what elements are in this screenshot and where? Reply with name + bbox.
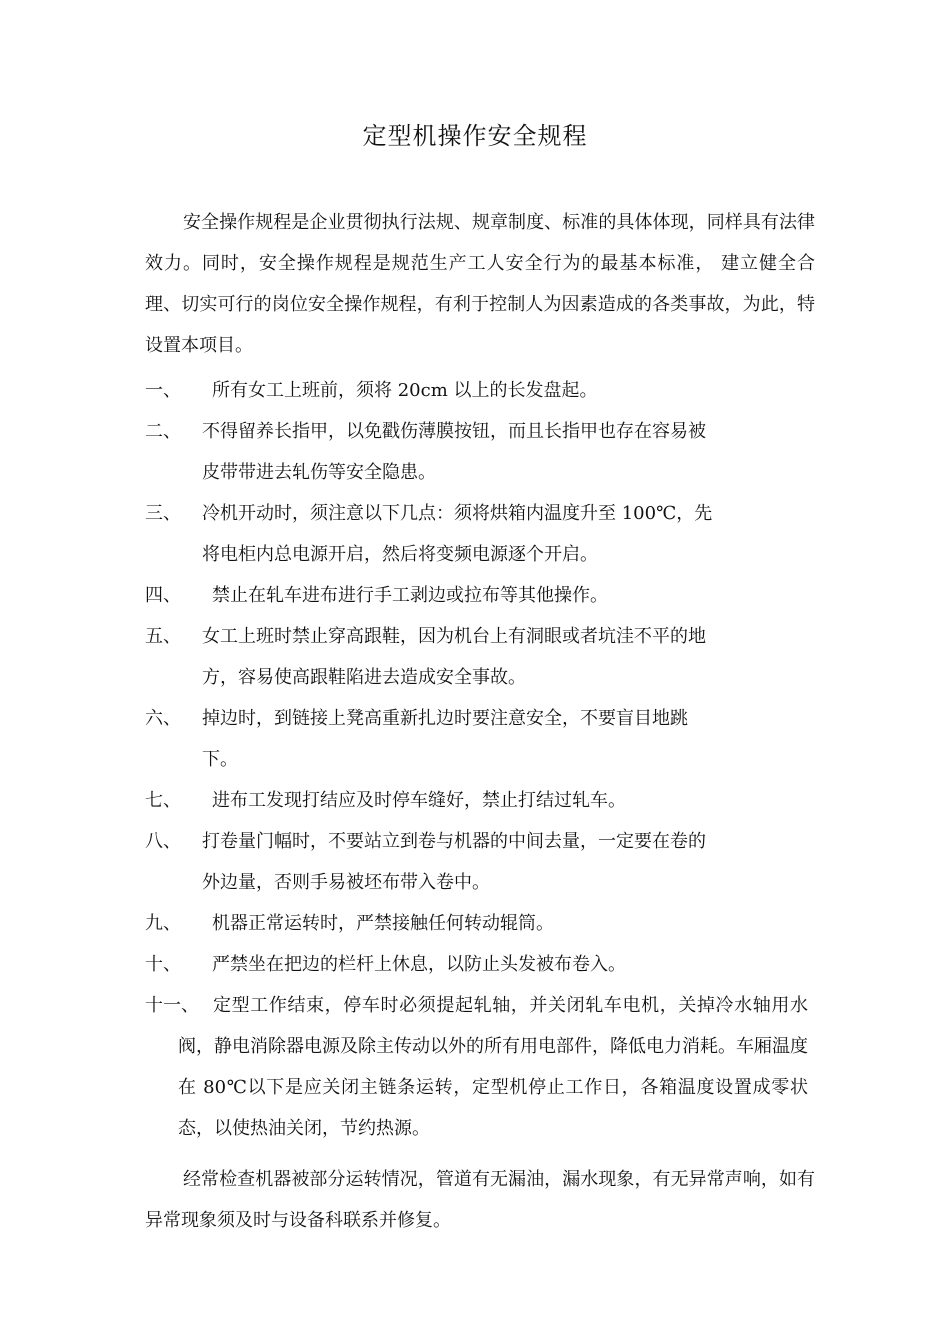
- rule-text: 不得留养长指甲，以免戳伤薄膜按钮，而且长指甲也存在容易被皮带带进去轧伤等安全隐患。: [202, 421, 706, 483]
- document-title: 定型机操作安全规程: [362, 122, 588, 150]
- rule-number: 七、: [145, 790, 181, 811]
- rule-text: 女工上班时禁止穿高跟鞋，因为机台上有洞眼或者坑洼不平的地方，容易使高跟鞋陷进去造成安全事故。: [202, 626, 706, 688]
- rule-text: 进布工发现打结应及时停车缝好，禁止打结过轧车。: [212, 790, 626, 811]
- rule-number: 三、: [145, 503, 181, 524]
- rule-text: 冷机开动时，须注意以下几点：须将烘箱内温度升至 100℃，先将电柜内总电源开启，然后将变频电源逐个开启。: [202, 503, 713, 565]
- rule-text: 打卷量门幅时，不要站立到卷与机器的中间去量，一定要在卷的外边量，否则手易被坯布带入卷中。: [202, 831, 706, 893]
- rule-text: 定型工作结束，停车时必须提起轧轴，并关闭轧车电机，关掉冷水轴用水阀，静电消除器电源及除主传动以外的所有用电部件，降低电力消耗。车厢温度在 80℃以下是应关闭主链条运转，定型机停止工作日，各箱温度设置成零状态，以使热油关闭，节约热源。: [178, 995, 808, 1139]
- rule-number: 一、: [145, 380, 181, 401]
- rule-number: 十一、: [145, 995, 199, 1016]
- rule-text: 所有女工上班前，须将 20cm 以上的长发盘起。: [212, 380, 598, 401]
- rule-number: 四、: [145, 585, 181, 606]
- rule-number: 八、: [145, 831, 181, 852]
- rule-number: 五、: [145, 626, 181, 647]
- rule-number: 二、: [145, 421, 181, 442]
- rule-number: 九、: [145, 913, 181, 934]
- rule-text: 机器正常运转时，严禁接触任何转动辊筒。: [212, 913, 554, 934]
- rule-text: 掉边时，到链接上凳高重新扎边时要注意安全，不要盲目地跳下。: [202, 708, 688, 770]
- rule-number: 六、: [145, 708, 181, 729]
- rule-number: 十、: [145, 954, 181, 975]
- rule-text: 禁止在轧车进布进行手工剥边或拉布等其他操作。: [212, 585, 608, 606]
- closing-paragraph: 经常检查机器被部分运转情况，管道有无漏油，漏水现象，有无异常声响，如有异常现象须及时与设备科联系并修复。: [145, 1169, 815, 1231]
- rule-text: 严禁坐在把边的栏杆上休息，以防止头发被布卷入。: [212, 954, 626, 975]
- intro-paragraph: 安全操作规程是企业贯彻执行法规、规章制度、标准的具体体现，同样具有法律效力。同时，安全操作规程是规范生产工人安全行为的最基本标准， 建立健全合理、切实可行的岗位安全操作规程，有利于控制人为因素造成的各类事故，为此，特设置本项目。: [145, 212, 815, 356]
